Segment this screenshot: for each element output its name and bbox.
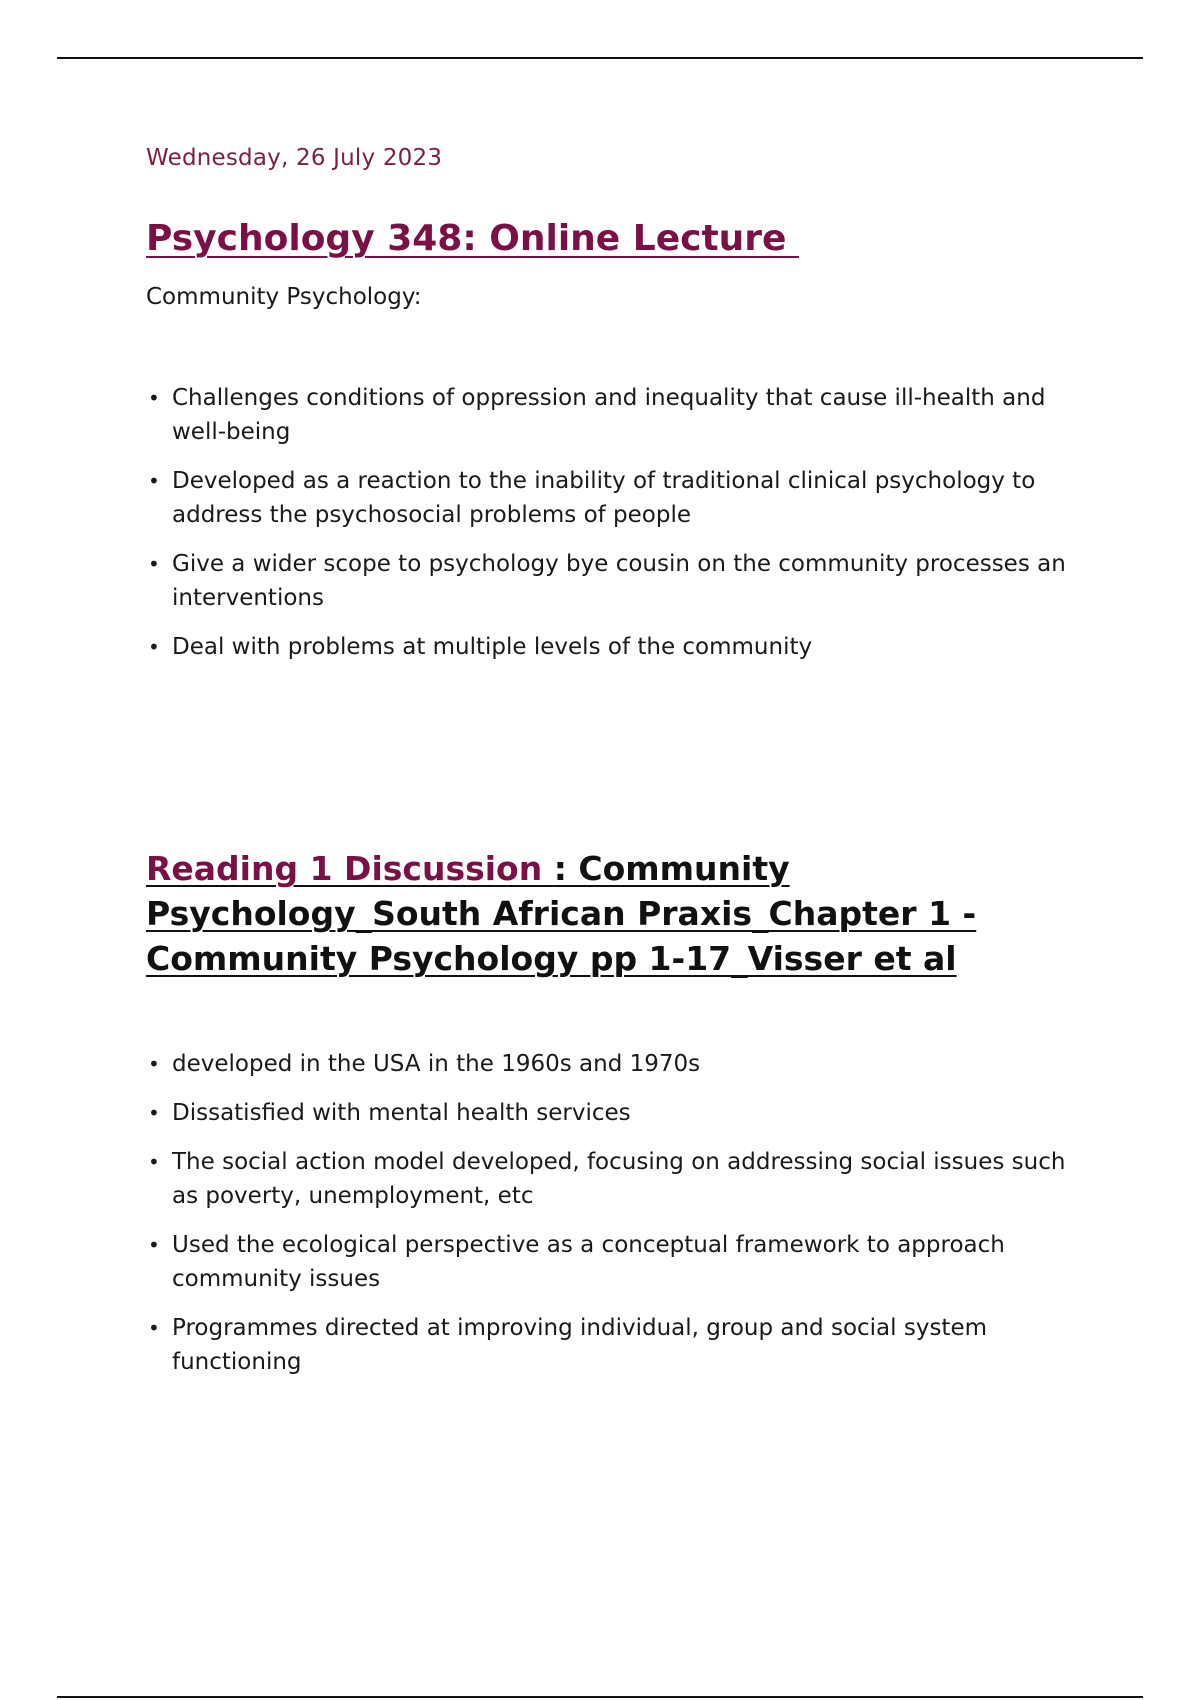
list-item-text: The social action model developed, focusing on addressing social issues such as poverty, unemployment, etc: [172, 1149, 1066, 1209]
bullet-icon: •: [148, 1101, 160, 1125]
list-item-text: Programmes directed at improving individual, group and social system functioning: [172, 1315, 988, 1375]
list-item: [146, 1047, 1096, 1081]
bullet-icon: •: [148, 1316, 160, 1340]
bullet-icon: •: [148, 552, 160, 576]
reading-heading-accent: Reading 1 Discussion: [146, 849, 554, 888]
bullet-icon: •: [148, 386, 160, 410]
list-item-text: Dissatisfied with mental health services: [172, 1100, 631, 1126]
top-divider: [57, 57, 1143, 59]
bottom-divider: [57, 1696, 1143, 1698]
bullet-icon: •: [148, 635, 160, 659]
page-date: Wednesday, 26 July 2023: [146, 145, 443, 171]
reading-heading-rest: : Community Psychology_South African Praxis_Chapter 1 - Community Psychology pp 1-17_Visser et al: [146, 849, 977, 978]
page-title: Psychology 348: Online Lecture: [146, 218, 799, 259]
list-item-text: developed in the USA in the 1960s and 1970s: [172, 1051, 701, 1077]
list-item-text: Used the ecological perspective as a conceptual framework to approach community issues: [172, 1232, 1005, 1292]
reading-heading: [146, 846, 1046, 981]
list-item: [146, 464, 1096, 532]
list-item-text: Deal with problems at multiple levels of the community: [172, 634, 813, 660]
list-item: [146, 1145, 1096, 1213]
reading-discussion-bullet-list: [146, 1047, 1096, 1394]
list-item: [146, 1311, 1096, 1379]
list-item: [146, 1228, 1096, 1296]
bullet-icon: •: [148, 469, 160, 493]
list-item-text: Give a wider scope to psychology bye cousin on the community processes an interventions: [172, 551, 1066, 611]
list-item: [146, 547, 1096, 615]
list-item: [146, 1096, 1096, 1130]
list-item-text: Developed as a reaction to the inability of traditional clinical psychology to address the psychosocial problems of people: [172, 468, 1036, 528]
community-psychology-bullet-list: [146, 381, 1096, 679]
bullet-icon: •: [148, 1233, 160, 1257]
list-item: [146, 381, 1096, 449]
bullet-icon: •: [148, 1150, 160, 1174]
list-item: [146, 630, 1096, 664]
bullet-icon: •: [148, 1052, 160, 1076]
list-item-text: Challenges conditions of oppression and inequality that cause ill-health and well-being: [172, 385, 1046, 445]
section-subtitle: Community Psychology:: [146, 284, 422, 310]
